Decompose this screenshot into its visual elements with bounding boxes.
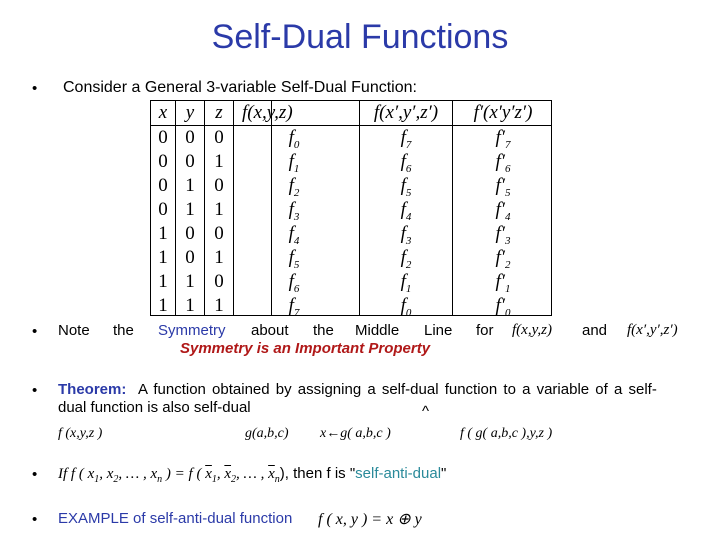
note-word: Note bbox=[58, 322, 90, 339]
table-cell-x: 1 bbox=[158, 247, 168, 268]
note-word: the bbox=[313, 322, 334, 339]
table-cell-h: $f'_0$ bbox=[495, 295, 511, 319]
theorem-text-cont: dual function is also self-dual bbox=[58, 399, 251, 416]
page-title: Self-Dual Functions bbox=[211, 18, 509, 56]
table-cell-x: 0 bbox=[158, 175, 168, 196]
header-f-complement-inputs: f(x′,y′,z′) bbox=[373, 102, 439, 123]
table-cell-g: $f_1$ bbox=[400, 271, 412, 295]
table-cell-z: 1 bbox=[214, 247, 224, 268]
anti-dual-definition: If f ( $x_1$, $x_2$, … , $x_n$ ) = f ( $\overline{x}_1$, $\overline{x}_2$, … , $\overline{x}_n$), then f is "self-anti-dual" bbox=[58, 465, 447, 485]
bullet-marker: • bbox=[32, 382, 38, 399]
intro-text: Consider a General 3-variable Self-Dual Function: bbox=[63, 79, 417, 96]
table-cell-y: 1 bbox=[185, 175, 195, 196]
theorem-expr-f: f (x,y,z ) bbox=[58, 426, 103, 441]
table-cell-f: $f_2$ bbox=[288, 175, 300, 199]
table-cell-g: $f_7$ bbox=[400, 127, 412, 151]
table-cell-x: 1 bbox=[158, 223, 168, 244]
header-y: y bbox=[185, 102, 195, 123]
hat-symbol: ^ bbox=[422, 403, 430, 420]
note-expr-f-complement: f(x′,y′,z′) bbox=[627, 322, 678, 338]
header-dual: f′(x′y′z′) bbox=[473, 102, 533, 123]
example-formula: f ( x, y ) = x ⊕ y bbox=[318, 511, 422, 528]
bullet-marker: • bbox=[32, 323, 38, 340]
table-cell-f: $f_5$ bbox=[288, 247, 300, 271]
note-word: Line bbox=[424, 322, 453, 339]
header-f: f(x,y,z) bbox=[242, 102, 293, 123]
theorem-expr-g: g(a,b,c) bbox=[245, 426, 289, 441]
example-label: EXAMPLE of self-anti-dual function bbox=[58, 510, 293, 527]
bullet-marker: • bbox=[32, 511, 38, 528]
table-cell-h: $f'_2$ bbox=[495, 247, 511, 271]
table-cell-f: $f_6$ bbox=[288, 271, 300, 295]
table-cell-g: $f_3$ bbox=[400, 223, 412, 247]
table-cell-z: 1 bbox=[214, 199, 224, 220]
table-cell-g: $f_0$ bbox=[400, 295, 412, 319]
table-cell-z: 1 bbox=[214, 295, 224, 316]
anti-dual-term: self-anti-dual bbox=[355, 465, 442, 482]
theorem-label: Theorem: bbox=[58, 381, 127, 398]
table-cell-h: $f'_4$ bbox=[495, 199, 511, 223]
note-word: and bbox=[582, 322, 608, 339]
note-word: Middle bbox=[355, 322, 400, 339]
symmetry-emphasis: Symmetry is an Important Property bbox=[180, 340, 431, 357]
table-cell-h: $f'_6$ bbox=[495, 151, 511, 175]
table-cell-z: 0 bbox=[214, 175, 224, 196]
table-cell-x: 0 bbox=[158, 199, 168, 220]
truth-table bbox=[150, 100, 552, 319]
table-cell-g: $f_5$ bbox=[400, 175, 412, 199]
table-cell-z: 1 bbox=[214, 151, 224, 172]
table-cell-h: $f'_1$ bbox=[495, 271, 511, 295]
table-cell-g: $f_2$ bbox=[400, 247, 412, 271]
table-cell-x: 0 bbox=[158, 151, 168, 172]
table-cell-x: 0 bbox=[158, 127, 168, 148]
note-word: for bbox=[476, 322, 494, 339]
table-cell-h: $f'_3$ bbox=[495, 223, 511, 247]
note-word: the bbox=[113, 322, 134, 339]
table-cell-g: $f_6$ bbox=[400, 151, 412, 175]
table-cell-y: 0 bbox=[185, 247, 195, 268]
theorem-expr-composed: f ( g( a,b,c ),y,z ) bbox=[460, 426, 553, 441]
bullet-marker: • bbox=[32, 466, 38, 483]
header-z: z bbox=[215, 102, 223, 123]
theorem-text: A function obtained by assigning a self-dual function to a variable of a self- bbox=[138, 381, 657, 398]
table-cell-f: $f_3$ bbox=[288, 199, 300, 223]
table-cell-f: $f_7$ bbox=[288, 295, 300, 319]
table-cell-x: 1 bbox=[158, 271, 168, 292]
table-cell-f: $f_4$ bbox=[288, 223, 300, 247]
table-cell-y: 1 bbox=[185, 271, 195, 292]
bullet-marker: • bbox=[32, 80, 38, 97]
table-cell-z: 0 bbox=[214, 271, 224, 292]
table-cell-y: 0 bbox=[185, 151, 195, 172]
header-x: x bbox=[158, 102, 168, 123]
note-word-symmetry: Symmetry bbox=[158, 322, 226, 339]
note-word: about bbox=[251, 322, 289, 339]
table-cell-y: 0 bbox=[185, 223, 195, 244]
theorem-expr-assign: x←g( a,b,c ) bbox=[320, 426, 391, 441]
table-cell-h: $f'_5$ bbox=[495, 175, 511, 199]
table-cell-x: 1 bbox=[158, 295, 168, 316]
note-expr-f: f(x,y,z) bbox=[512, 322, 552, 338]
table-cell-z: 0 bbox=[214, 127, 224, 148]
table-cell-y: 1 bbox=[185, 295, 195, 316]
table-cell-h: $f'_7$ bbox=[495, 127, 511, 151]
table-cell-y: 1 bbox=[185, 199, 195, 220]
table-cell-f: $f_0$ bbox=[288, 127, 300, 151]
table-cell-g: $f_4$ bbox=[400, 199, 412, 223]
table-cell-y: 0 bbox=[185, 127, 195, 148]
table-cell-f: $f_1$ bbox=[288, 151, 300, 175]
table-cell-z: 0 bbox=[214, 223, 224, 244]
